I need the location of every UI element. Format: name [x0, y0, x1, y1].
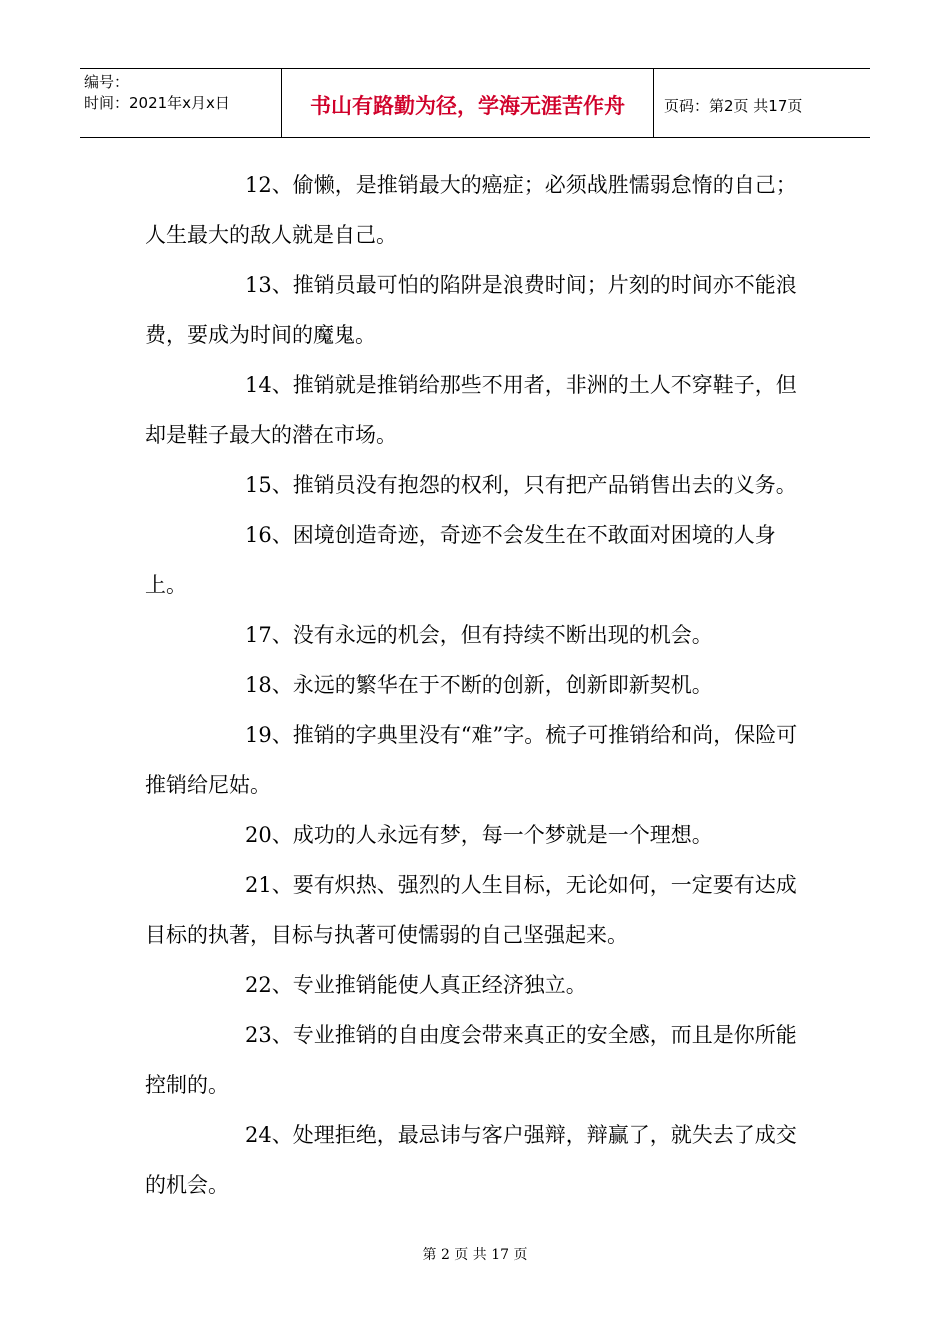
header-motto: 书山有路勤为径，学海无涯苦作舟: [282, 69, 654, 137]
page-footer: 第 2 页 共 17 页: [422, 1247, 528, 1263]
paragraph-23: 23、专业推销的自由度会带来真正的安全感，而且是你所能控制的。: [145, 1023, 797, 1097]
header-page-number: 页码：第2页 共17页: [664, 96, 803, 115]
paragraph-12: 12、偷懒，是推销最大的癌症；必须战胜懦弱怠惰的自己；人生最大的敌人就是自己。: [145, 173, 797, 247]
paragraph-15: 15、推销员没有抱怨的权利，只有把产品销售出去的义务。: [245, 473, 797, 497]
document-body: [145, 160, 810, 1210]
paragraph-24: 24、处理拒绝，最忌讳与客户强辩，辩赢了，就失去了成交的机会。: [145, 1123, 797, 1197]
paragraph-18: 18、永远的繁华在于不断的创新，创新即新契机。: [245, 673, 713, 697]
paragraph-20: 20、成功的人永远有梦，每一个梦就是一个理想。: [245, 823, 713, 847]
document-number-label: 编号：: [84, 73, 130, 91]
page-header: [80, 68, 870, 138]
paragraph-22: 22、专业推销能使人真正经济独立。: [245, 973, 587, 997]
paragraph-14: 14、推销就是推销给那些不用者，非洲的土人不穿鞋子，但却是鞋子最大的潜在市场。: [145, 373, 797, 447]
paragraph-16: 16、困境创造奇迹，奇迹不会发生在不敢面对困境的人身上。: [145, 523, 776, 597]
document-date-label: 时间：2021年x月x日: [84, 94, 230, 112]
header-meta-cell: [80, 69, 282, 137]
paragraph-19: 19、推销的字典里没有“难”字。梳子可推销给和尚，保险可推销给尼姑。: [145, 723, 798, 797]
paragraph-17: 17、没有永远的机会，但有持续不断出现的机会。: [245, 623, 713, 647]
paragraph-13: 13、推销员最可怕的陷阱是浪费时间；片刻的时间亦不能浪费，要成为时间的魔鬼。: [145, 273, 797, 347]
paragraph-21: 21、要有炽热、强烈的人生目标，无论如何，一定要有达成目标的执著，目标与执著可使懦弱的自己坚强起来。: [145, 873, 797, 947]
